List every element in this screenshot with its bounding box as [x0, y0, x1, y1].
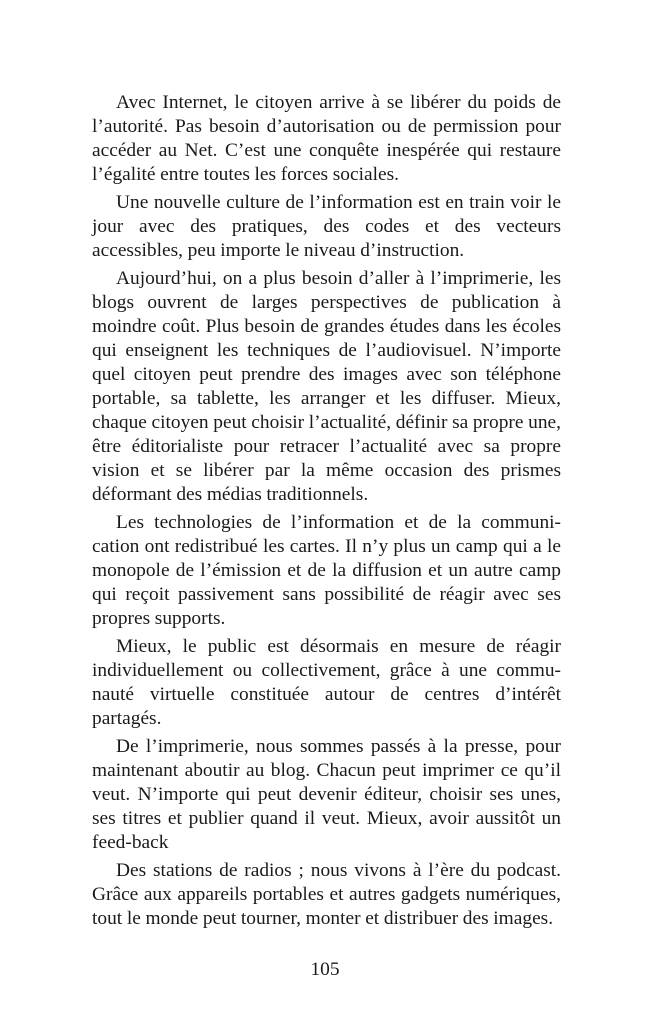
paragraph-4: Les technologies de l’information et de la communication ont redistribué les cartes. Il n’y plus un camp qui a le monopole de l’émission et de la diffusion et un autre camp qui reçoit passivement sans possibilité de réagir avec ses propres supports. — [92, 511, 561, 629]
paragraph-5: Mieux, le public est désormais en mesure de réagir individuellement ou collectivement, grâce à une communauté virtuelle constituée autour de centres d’intérêt partagés. — [92, 635, 561, 729]
paragraph-7: Des stations de radios ; nous vivons à l’ère du podcast. Grâce aux appareils portables et autres gadgets numériques, tout le monde peut tourner, monter et distribuer des images. — [92, 860, 561, 929]
paragraph-6: De l’imprimerie, nous sommes passés à la presse, pour maintenant aboutir au blog. Chacun peut imprimer ce qu’il veut. N’importe qui peut devenir éditeur, choisir ses unes, ses titres et publier quand il veut. Mieux, avoir aussitôt un feed-back — [92, 736, 561, 853]
paragraph-1: Avec Internet, le citoyen arrive à se libérer du poids de l’autorité. Pas besoin d’autorisation ou de permission pour accéder au Net. C’est une conquête inespérée qui restaure l’égalité entre toutes les forces sociales. — [92, 92, 561, 185]
paragraph-2: Une nouvelle culture de l’information est en train voir le jour avec des pratiques, des codes et des vecteurs accessibles, peu importe le niveau d’instruction. — [92, 192, 561, 261]
page-number: 105 — [310, 959, 340, 980]
body-text — [92, 91, 561, 935]
paragraph-3: Aujourd’hui, on a plus besoin d’aller à l’imprimerie, les blogs ouvrent de larges perspectives de publication à moindre coût. Plus besoin de grandes études dans les écoles qui enseignent les techniques de l’audiovisuel. N’importe quel citoyen peut prendre des images avec son téléphone portable, sa tablette, les arranger et les diffuser. Mieux, chaque citoyen peut choisir l’actualité, définir sa propre une, être éditorialiste pour retracer l’actualité avec sa propre vision et se libérer par la même occasion des prismes déformant des médias traditionnels. — [92, 268, 561, 505]
